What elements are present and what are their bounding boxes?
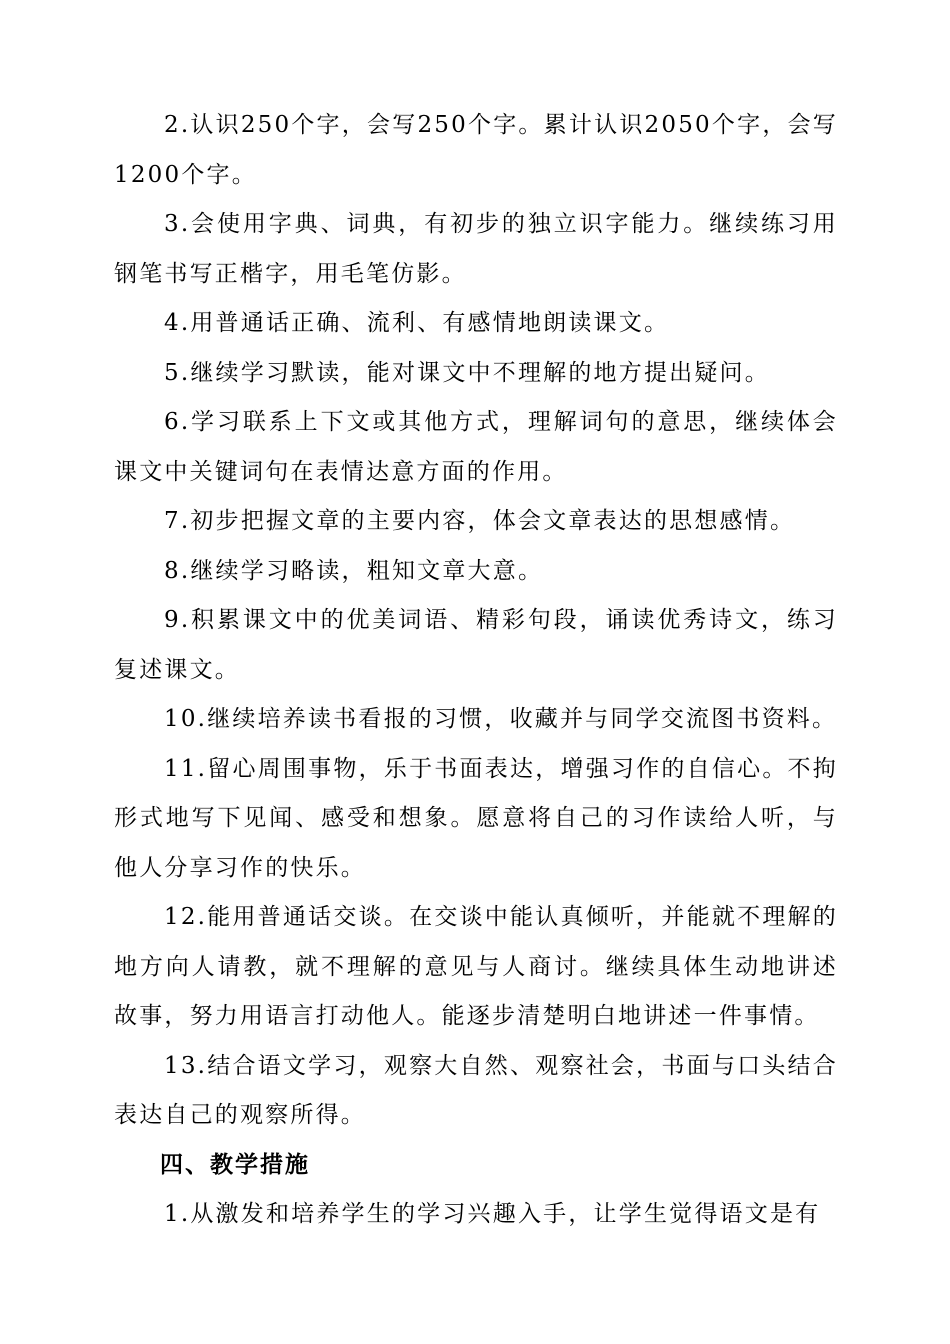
- goal-item-13: 13.结合语文学习，观察大自然、观察社会，书面与口头结合表达自己的观察所得。: [114, 1052, 838, 1128]
- goal-item-3: 3.会使用字典、词典，有初步的独立识字能力。继续练习用钢笔书写正楷字，用毛笔仿影。: [114, 211, 838, 287]
- goal-item-4: 4.用普通话正确、流利、有感情地朗读课文。: [164, 310, 670, 336]
- goal-item-5: 5.继续学习默读，能对课文中不理解的地方提出疑问。: [164, 359, 770, 386]
- section-heading: 四、教学措施: [160, 1151, 310, 1178]
- measure-item-1: 1.从激发和培养学生的学习兴趣入手，让学生觉得语文是有: [164, 1201, 821, 1227]
- document-body: [114, 101, 838, 1240]
- goal-item-12: 12.能用普通话交谈。在交谈中能认真倾听，并能就不理解的地方向人请教，就不理解的意见与人商讨。继续具体生动地讲述故事，努力用语言打动他人。能逐步清楚明白地讲述一件事情。: [114, 904, 838, 1029]
- goal-item-6: 6.学习联系上下文或其他方式，理解词句的意思，继续体会课文中关键词句在表情达意方面的作用。: [114, 409, 838, 485]
- goal-item-11: 11.留心周围事物，乐于书面表达，增强习作的自信心。不拘形式地写下见闻、感受和想象。愿意将自己的习作读给人听，与他人分享习作的快乐。: [114, 755, 838, 881]
- goal-item-2: 2.认识250个字，会写250个字。累计认识2050个字，会写1200个字。: [114, 112, 838, 188]
- goal-item-10: 10.继续培养读书看报的习惯，收藏并与同学交流图书资料。: [164, 706, 838, 732]
- goal-item-7: 7.初步把握文章的主要内容，体会文章表达的思想感情。: [164, 508, 796, 534]
- goal-item-8: 8.继续学习略读，粗知文章大意。: [164, 557, 544, 584]
- goal-item-9: 9.积累课文中的优美词语、精彩句段，诵读优秀诗文，练习复述课文。: [114, 607, 838, 683]
